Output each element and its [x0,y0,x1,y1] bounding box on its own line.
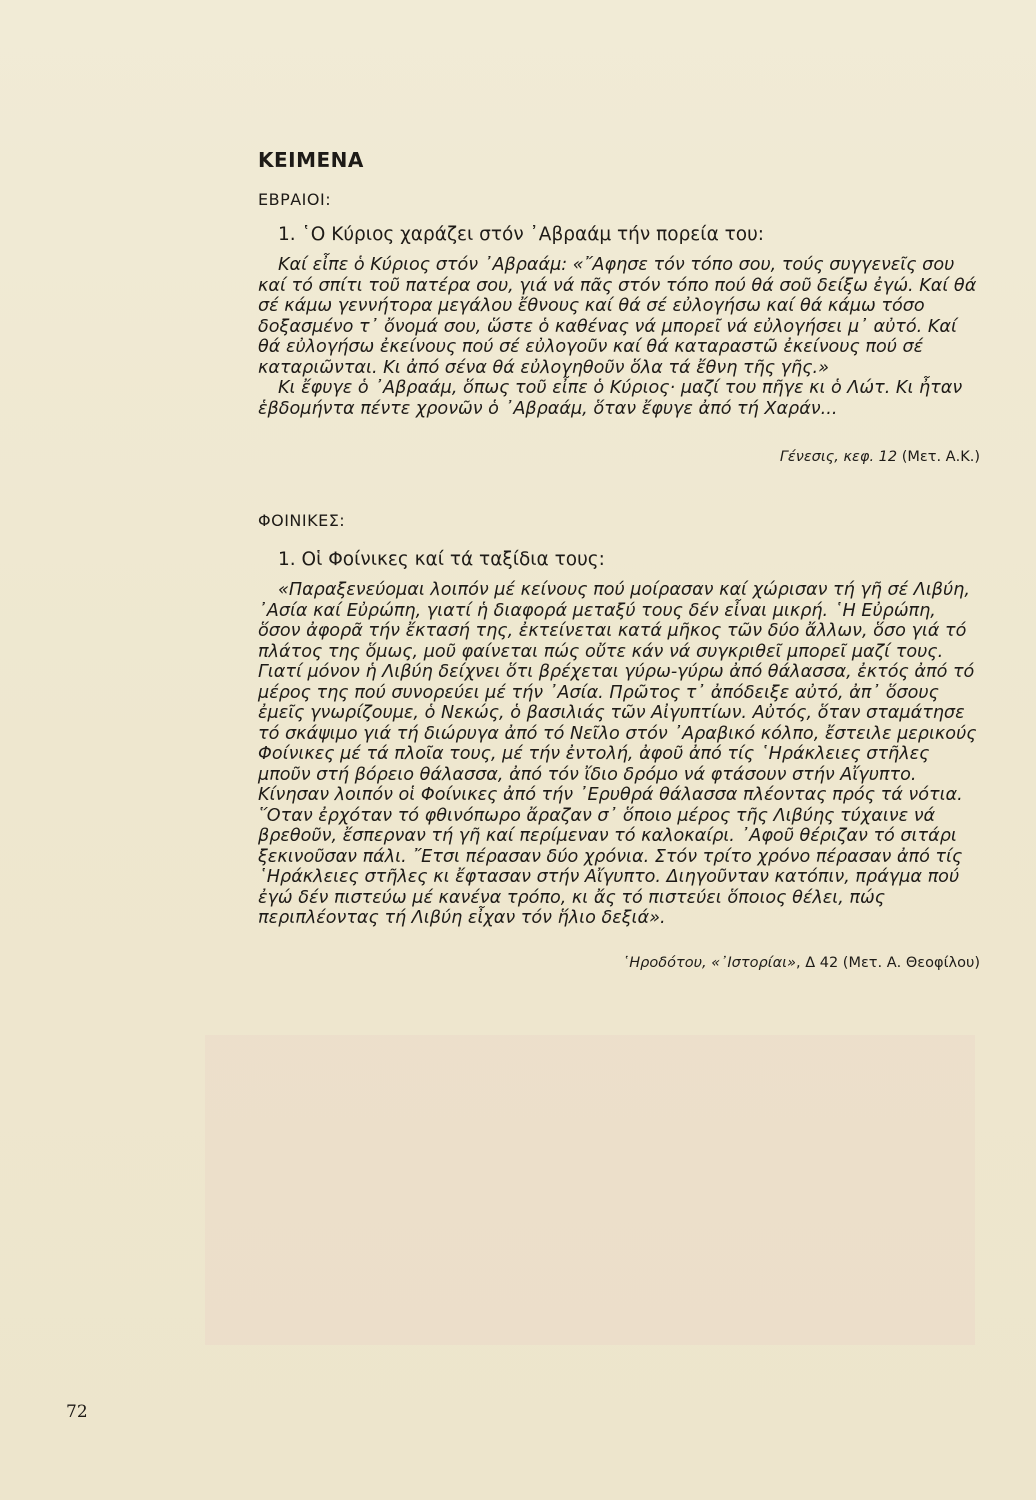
paragraph-hebrews-2: Κι ἔφυγε ὁ ᾿Αβραάμ, ὅπως τοῦ εἶπε ὁ Κύριος· μαζί του πῆγε κι ὁ Λώτ. Κι ἦταν ἑβδομήντα πέντε χρονῶν ὁ ᾿Αβραάμ, ὅταν ἔφυγε ἀπό τή Χαράν... [258,378,963,419]
paragraph-hebrews-1: Καί εἶπε ὁ Κύριος στόν ᾿Αβραάμ: «῎Αφησε τόν τόπο σου, τούς συγγενεῖς σου καί τό σπίτι τοῦ πατέρα σου, γιά νά πᾶς στόν τόπο πού θά σοῦ δείξω ἐγώ. Καί θά σέ κάμω γεννήτορα μεγάλου ἔθνους καί θά σέ εὐλογήσω καί θά κάμω τόσο δοξασμένο τ᾿ ὄνομά σου, ὥστε ὁ καθένας νά μπορεῖ νά εὐλογήσει μ᾿ αὐτό. Καί θά εὐλογήσω ἐκείνους πού σέ εὐλογοῦν καί θά καταραστῶ ἐκείνους πού σέ καταριῶνται. Κι ἀπό σένα θά εὐλογηθοῦν ὅλα τά ἔθνη τῆς γῆς.» [258,255,977,378]
source-citation-phoenicians [258,955,980,971]
item-heading-hebrews: 1. ῾Ο Κύριος χαράζει στόν ᾿Αβραάμ τήν πορεία του: [278,224,765,245]
source-details-hebrews: (Μετ. Α.Κ.) [897,449,980,465]
section-hebrews [258,190,980,465]
page-number: 72 [66,1402,88,1422]
source-title-hebrews: Γένεσις, κεφ. 12 [779,449,898,465]
document-body [258,148,980,971]
bleed-through-area [205,1035,975,1345]
source-details-phoenicians: , Δ 42 (Μετ. Α. Θεοφίλου) [796,954,980,971]
page-title: ΚΕΙΜΕΝΑ [258,148,364,172]
section-phoenicians [258,511,980,971]
source-citation-hebrews [258,449,980,465]
paragraph-phoenicians-1: «Παραξενεύομαι λοιπόν μέ κείνους πού μοίρασαν καί χώρισαν τή γῆ σέ Λιβύη, ᾿Ασία καί Εὐρώπη, γιατί ἡ διαφορά μεταξύ τους δέν εἶναι μικρή. ῾Η Εὐρώπη, ὅσον ἀφορᾶ τήν ἔκτασή της, ἐκτείνεται κατά μῆκος τῶν δύο ἄλλων, ὅσο γιά τό πλάτος της ὅμως, μοῦ φαίνεται πώς οὔτε κάν νά συγκριθεῖ μπορεῖ μαζί τους. Γιατί μόνον ἡ Λιβύη δείχνει ὅτι βρέχεται γύρω-γύρω ἀπό θάλασσα, ἐκτός ἀπό τό μέρος της πού συνορεύει μέ τήν ᾿Ασία. Πρῶτος τ᾿ ἀπόδειξε αὐτό, ἀπ᾿ ὅσους ἐμεῖς γνωρίζουμε, ὁ Νεκώς, ὁ βασιλιάς τῶν Αἰγυπτίων. Αὐτός, ὅταν σταμάτησε τό σκάψιμο γιά τή διώρυγα ἀπό τό Νεῖλο στόν ᾿Αραβικό κόλπο, ἔστειλε μερικούς Φοίνικες μέ τά πλοῖα τους, μέ τήν ἐντολή, ἀφοῦ ἀπό τίς ῾Ηράκλειες στῆλες μποῦν στή βόρειο θάλασσα, ἀπό τόν ἴδιο δρόμο νά φτάσουν στήν Αἴγυπτο. Κίνησαν λοιπόν οἱ Φοίνικες ἀπό τήν ᾿Ερυθρά θάλασσα πλέοντας πρός τά νότια. ῞Οταν ἐρχόταν τό φθινόπωρο ἄραζαν σ᾿ ὅποιο μέρος τῆς Λιβύης τύχαινε νά βρεθοῦν, ἔσπερναν τή γῆ καί περίμεναν τό καλοκαίρι. ᾿Αφοῦ θέριζαν τό σιτάρι ξεκινοῦσαν πάλι. ῎Ετσι πέρασαν δύο χρόνια. Στόν τρίτο χρόνο πέρασαν ἀπό τίς ῾Ηράκλειες στῆλες κι ἔφτασαν στήν Αἴγυπτο. Διηγοῦνταν κατόπιν, πράγμα πού ἐγώ δέν πιστεύω μέ κανένα τρόπο, κι ἄς τό πιστεύει ὅποιος θέλει, πώς περιπλέοντας τή Λιβύη εἶχαν τόν ἥλιο δεξιά». [258,580,977,928]
item-heading-phoenicians: 1. Οἱ Φοίνικες καί τά ταξίδια τους: [278,549,605,570]
section-label-phoenicians: ΦΟΙΝΙΚΕΣ: [258,511,346,530]
section-label-hebrews: ΕΒΡΑΙΟΙ: [258,190,332,209]
source-title-phoenicians: ῾Ηροδότου, «᾿Ιστορίαι» [622,954,796,971]
